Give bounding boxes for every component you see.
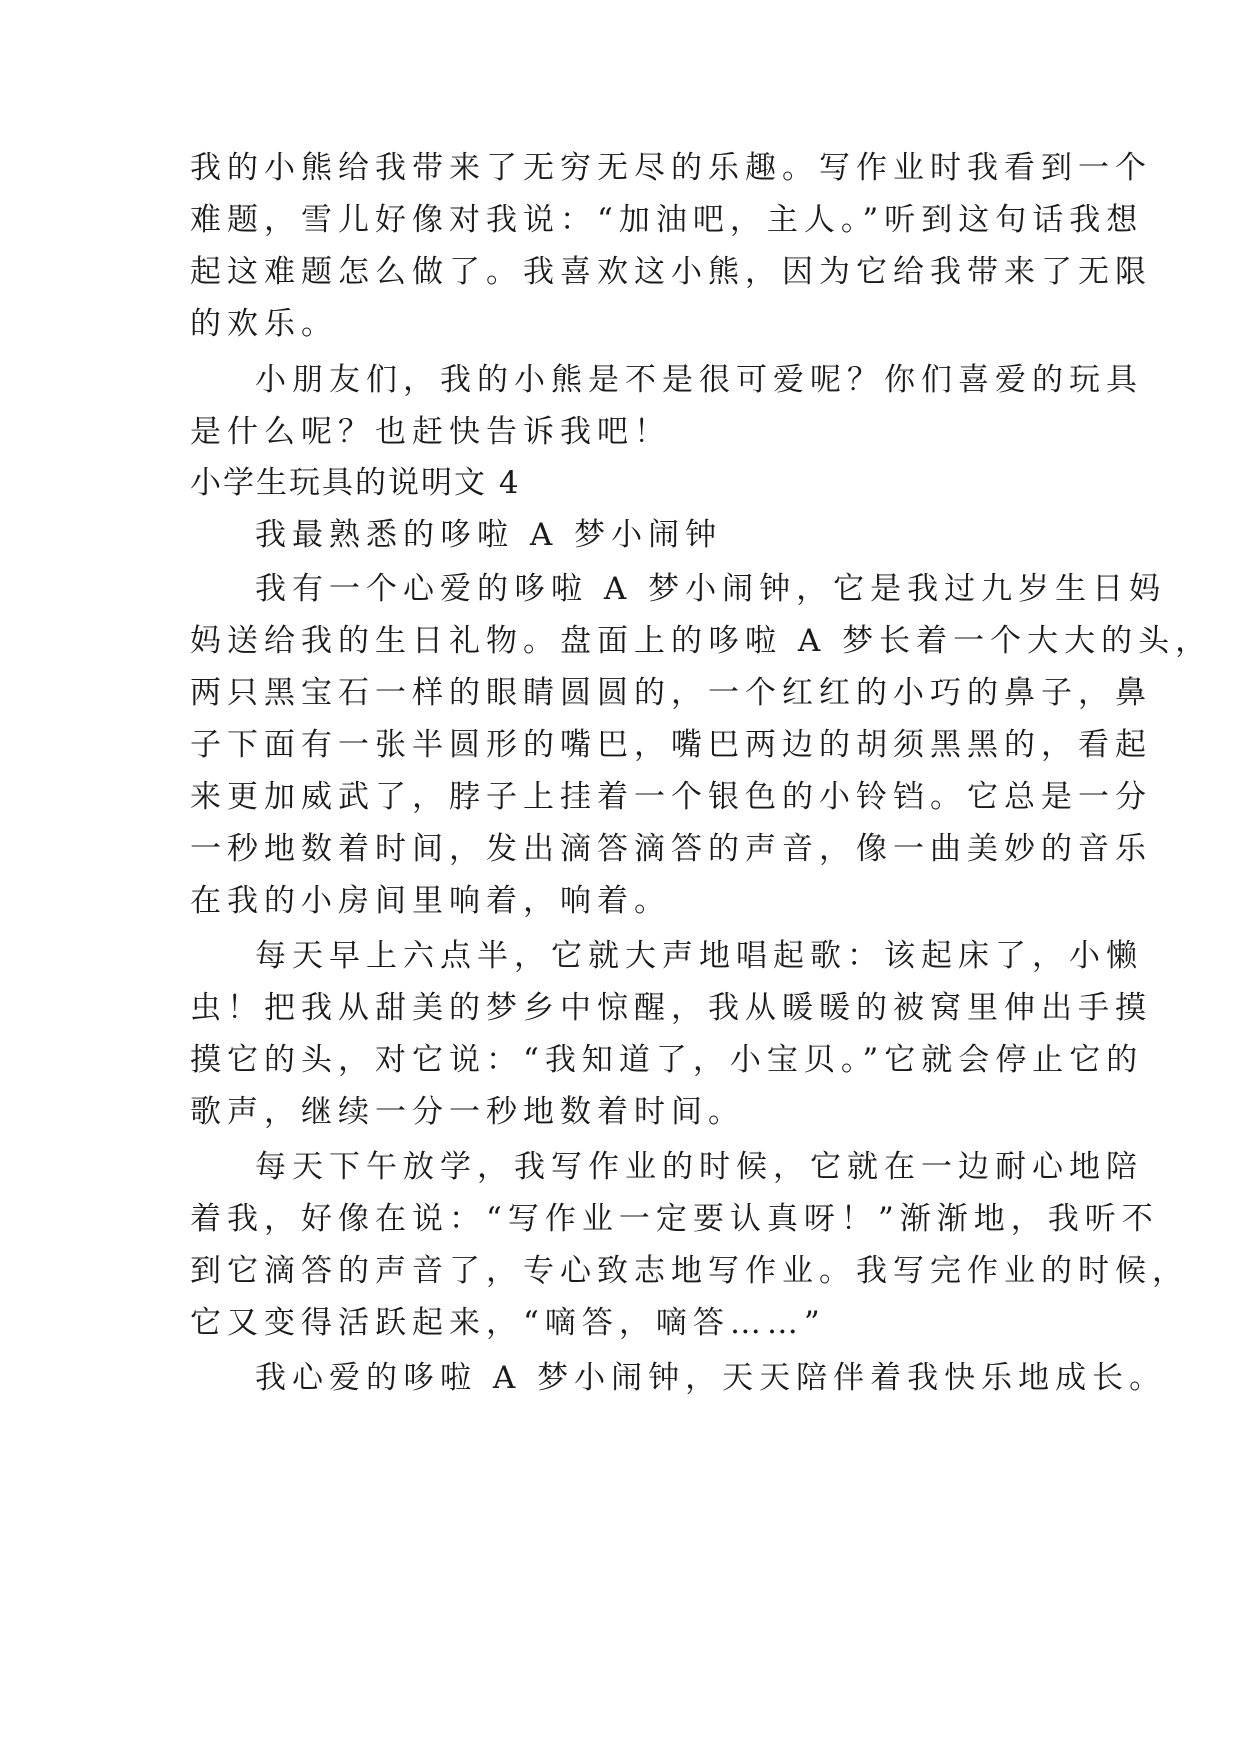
text-line: 小朋友们，我的小熊是不是很可爱呢？你们喜爱的玩具 [255, 362, 1143, 398]
text-line: 每天下午放学，我写作业的时候，它就在一边耐心地陪 [255, 1149, 1143, 1185]
text-line: 到它滴答的声音了，专心致志地写作业。我写完作业的时候， [190, 1253, 1189, 1289]
text-line: 的欢乐。 [190, 306, 338, 342]
text-line: 子下面有一张半圆形的嘴巴，嘴巴两边的胡须黑黑的，看起 [190, 727, 1152, 763]
text-line: 每天早上六点半，它就大声地唱起歌：该起床了，小懒 [255, 938, 1143, 974]
text-line: 起这难题怎么做了。我喜欢这小熊，因为它给我带来了无限 [190, 254, 1152, 290]
text-line: 我心爱的哆啦 A 梦小闹钟，天天陪伴着我快乐地成长。 [255, 1360, 1167, 1396]
text-line: 摸它的头，对它说：“我知道了，小宝贝。”它就会停止它的 [190, 1042, 1144, 1078]
article-heading: 我最熟悉的哆啦 A 梦小闹钟 [255, 517, 723, 553]
text-line: 它又变得活跃起来，“嘀答，嘀答……” [190, 1305, 826, 1341]
text-line: 在我的小房间里响着，响着。 [190, 883, 671, 919]
text-line: 我的小熊给我带来了无穷无尽的乐趣。写作业时我看到一个 [190, 150, 1152, 186]
text-line: 歌声，继续一分一秒地数着时间。 [190, 1094, 745, 1130]
text-line: 来更加威武了，脖子上挂着一个银色的小铃铛。它总是一分 [190, 779, 1152, 815]
text-line: 我有一个心爱的哆啦 A 梦小闹钟，它是我过九岁生日妈 [255, 571, 1167, 607]
text-line: 着我，好像在说：“写作业一定要认真呀！”渐渐地，我听不 [190, 1201, 1159, 1237]
text-line: 两只黑宝石一样的眼睛圆圆的，一个红红的小巧的鼻子，鼻 [190, 675, 1152, 711]
text-line: 是什么呢？也赶快告诉我吧！ [190, 414, 671, 450]
text-line: 虫！把我从甜美的梦乡中惊醒，我从暖暖的被窝里伸出手摸 [190, 990, 1152, 1026]
text-line: 妈送给我的生日礼物。盘面上的哆啦 A 梦长着一个大大的头， [190, 623, 1213, 659]
section-title: 小学生玩具的说明文 4 [190, 465, 521, 501]
text-line: 一秒地数着时间，发出滴答滴答的声音，像一曲美妙的音乐 [190, 831, 1152, 867]
text-line: 难题，雪儿好像对我说：“加油吧，主人。”听到这句话我想 [190, 202, 1144, 238]
